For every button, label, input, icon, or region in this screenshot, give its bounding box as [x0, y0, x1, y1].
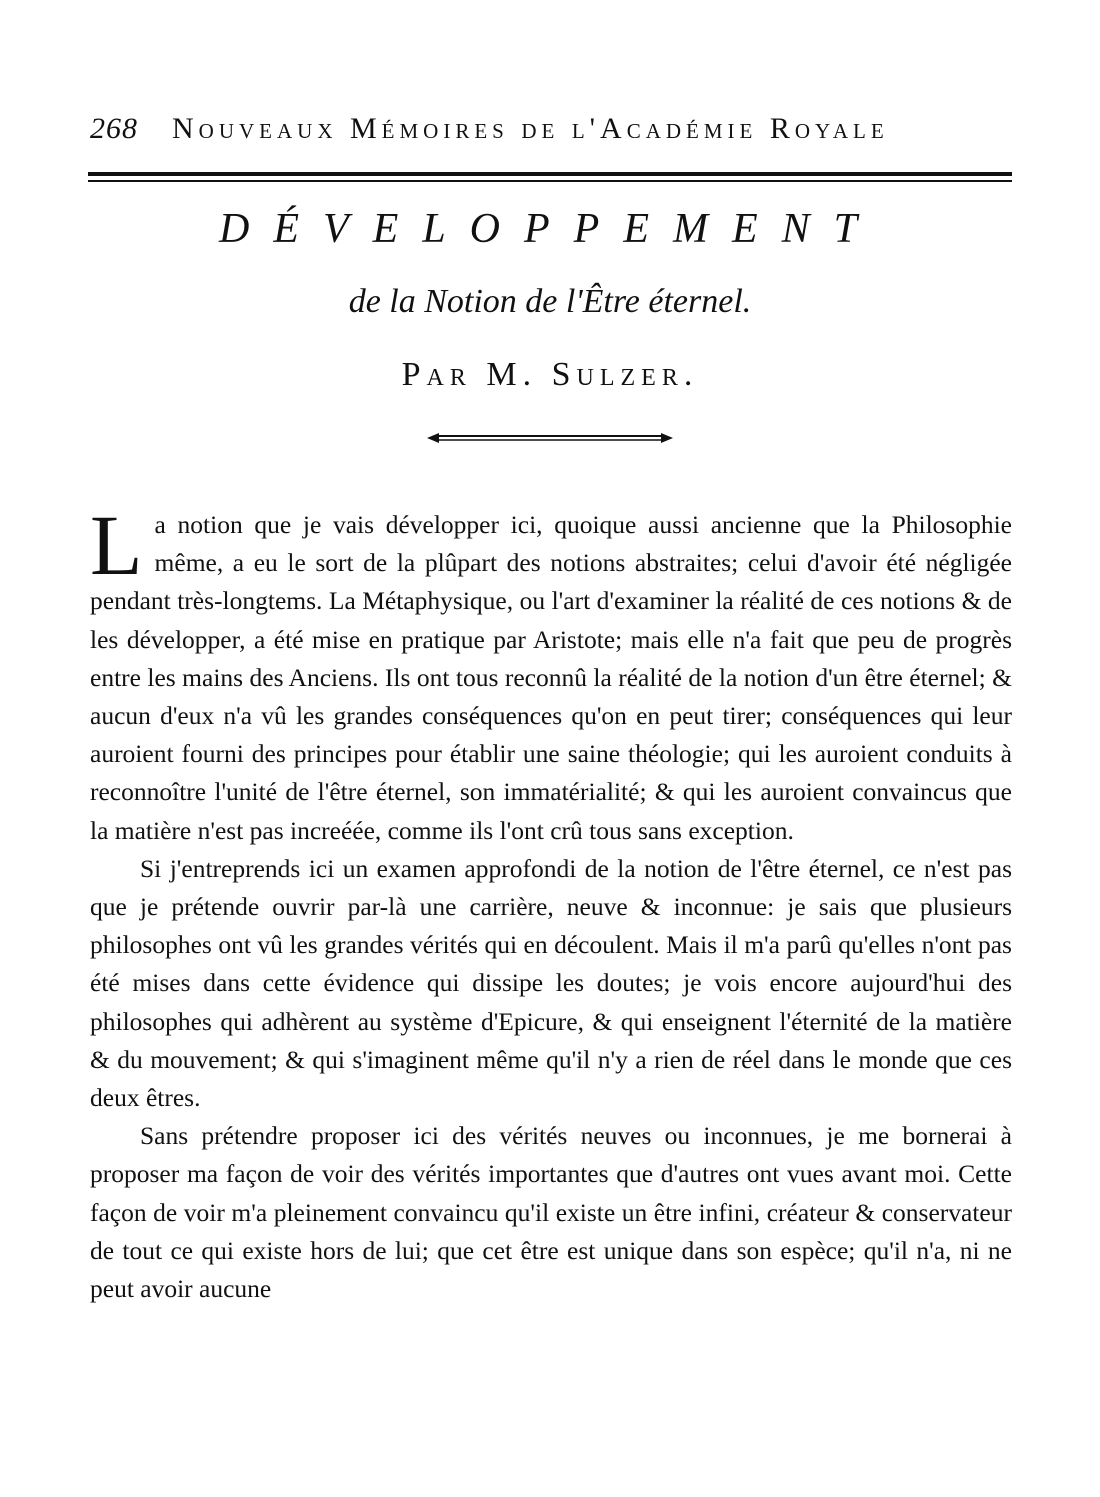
drop-cap: L	[90, 497, 143, 593]
article-body	[90, 497, 1012, 1308]
paragraph-1-text: a notion que je vais développer ici, quoique aussi ancienne que la Philosophie même, a eu le sort de la plûpart des notions abstraites; celui d'avoir été négligée pendant très-longtems. La Métaphysique, ou l'art d'examiner la réalité de ces notions & de les développer, a été mise en pratique par Aristote; mais elle n'a fait que peu de progrès entre les mains des Anciens. Ils ont tous reconnû la réalité de la notion d'un être éternel; & aucun d'eux n'a vû les grandes conséquences qu'on en peut tirer; conséquences qui leur auroient fourni des principes pour établir une saine théologie; qui les auroient conduits à reconnoître l'unité de l'être éternel, son immatérialité; & qui les auroient convaincus que la matière n'est pas increéée, comme ils l'ont crû tous sans exception.	[90, 510, 1012, 845]
header-rule-thin	[88, 180, 1012, 182]
ornament-divider	[425, 428, 675, 448]
paragraph-1	[90, 497, 1012, 850]
running-head-title: Nouveaux Mémoires de l'Académie Royale	[172, 112, 889, 145]
running-head	[90, 112, 1010, 156]
paragraph-3: Sans prétendre proposer ici des vérités neuves ou inconnues, je me bornerai à proposer ma façon de voir des vérités importantes que d'autres ont vues avant moi. Cette façon de voir m'a pleinement convaincu qu'il existe un être infini, créateur & conservateur de tout ce qui existe hors de lui; que cet être est unique dans son espèce; qu'il n'a, ni ne peut avoir aucune	[90, 1121, 1012, 1304]
header-rule-thick	[88, 172, 1012, 176]
paragraph-2: Si j'entreprends ici un examen approfondi de la notion de l'être éternel, ce n'est pas que je prétende ouvrir par-là une carrière, neuve & inconnue: je sais que plusieurs philosophes ont vû les grandes vérités qui en découlent. Mais il m'a parû qu'elles n'ont pas été mises dans cette évidence qui dissipe les doutes; je vois encore aujourd'hui des philosophes qui adhèrent au système d'Epicure, & qui enseignent l'éternité de la matière & du mouvement; & qui s'imaginent même qu'il n'y a rien de réel dans le monde que ces deux êtres.	[90, 853, 1012, 1113]
article-subtitle: de la Notion de l'Être éternel.	[348, 283, 752, 320]
article-title: DÉVELOPPEMENT	[219, 206, 881, 252]
page-number: 268	[90, 112, 138, 145]
article-author: Par M. Sulzer.	[401, 356, 699, 393]
